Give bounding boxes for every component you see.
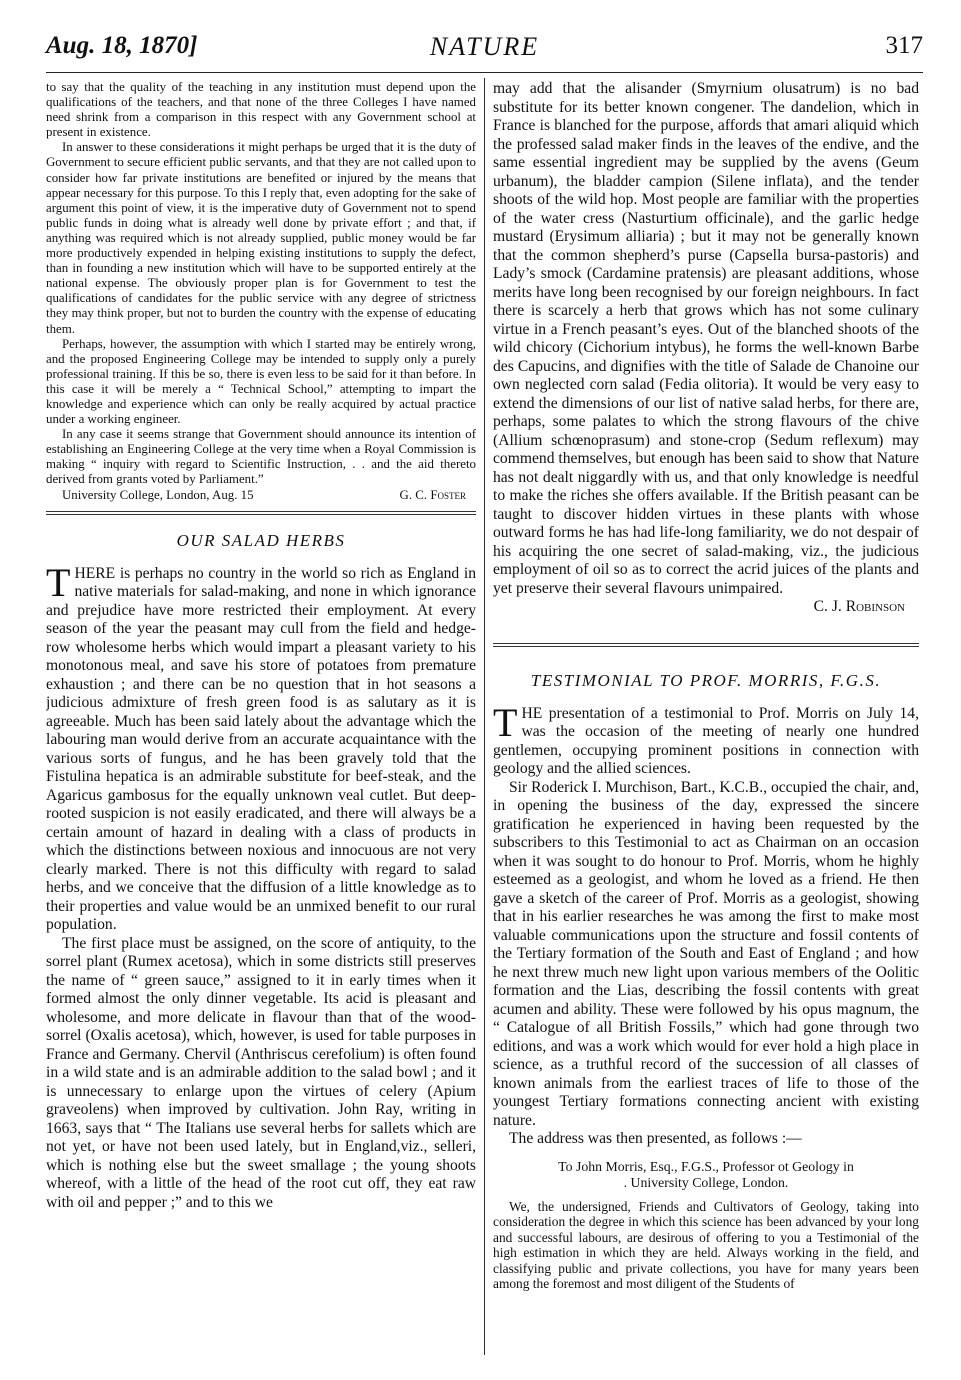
letter-paragraph: In answer to these considerations it might perhaps be urged that it is the duty of Government to secure efficient public servants, and that they are not called upon to consider how far private institutions are benefited or injured by the means that appear necessary for this purpose. To this I reply that, even adopting for the sake of argument this point of view, it is the imperative duty of Government not to spend public funds in doing what is already well done by private effort ; and that, if anything was required which is not already supplied, public money would be far more productively expended in helping existing institutions to supply the defect, than in founding a new institution which will have to be supported entirely at the national expense. The obviously proper plan is for Government to test the qualifications of candidates for the public service with any degree of strictness they may think proper, but not to burden the country with the expense of educating them. — [46, 140, 476, 336]
drop-cap: T — [493, 699, 518, 745]
article-heading: OUR SALAD HERBS — [176, 530, 346, 550]
page-number: 317 — [885, 32, 923, 59]
article-paragraph: Sir Roderick I. Murchison, Bart., K.C.B., occupied the chair, and, in opening the business of the day, expressed the sincere gratification he experienced in having been requested by the subscribers to this Testimonial to act as Chairman on an occasion when it was sought to do honour to Prof. Morris, whom he highly esteemed as a geologist, and whom he loved as a friend. He then gave a sketch of the career of Prof. Morris as a geologist, showing that in his earlier researches he was among the first to make most valuable communications upon the structure and fossil contents of the Tertiary formation of the South and East of England ; and how he next threw much new light upon various members of the Oolitic formation and the Lias, describing the fossil contents with great acumen and ability. These were followed by his opus magnum, the “ Catalogue of all British Fossils,” which had gone through two editions, and was a work which would for ever hold a high place in science, as a truthful record of the succession of all classes of known animals from the earliest traces of life to those of the youngest Tertiary formations connecting ancient with existing nature. — [493, 778, 919, 1129]
signature-name: G. C. Foster — [399, 487, 466, 502]
signature-name: C. J. Robinson — [813, 598, 905, 615]
address-paragraph: We, the undersigned, Friends and Cultivators of Geology, taking into consideration the degree in which this science has been advanced by your long and successful labours, are desirous of offering to you a Testimonial of the high estimation in which they are held. Always working in the field, and classifying public and private collections, you have for many years been among the foremost and most diligent of the Students of — [493, 1198, 919, 1292]
letter-continuation — [46, 80, 476, 503]
section-rule — [46, 511, 476, 515]
article-paragraph: may add that the alisander (Smyrnium olusatrum) is no bad substitute for its better known congener. The dandelion, which in France is blanched for the purpose, affords that amari aliquid which the professed salad maker finds in the leaves of the endive, and the same essential ingredient may be supplied by the avens (Geum urbanum), the bladder campion (Silene inflata), and the tender shoots of the wild hop. Most people are familiar with the properties of the water cress (Nasturtium officinale), and the garlic hedge mustard (Erysimum alliaria) ; but it may not be generally known that the common shepherd’s purse (Capsella bursa-pastoris) and Lady’s smock (Cardamine pratensis) are pleasant additions, whose merits have long been recognised by our foreign neighbours. In fact there is scarcely a herb that grows which has not some culinary virtue in a French peasant’s eyes. Out of the blanched shoots of the wild chicory (Cichorium intybus), he forms the well-known Barbe des Capucins, and dignifies with the title of Salade de Chanoine our own neglected corn salad (Fedia olitoria). It would be very easy to extend the dimensions of our list of native salad herbs, for there are, perhaps, some palates to which the strong flavours of the chive (Allium schœnoprasum) and stone-crop (Sedum reflexum) may commend themselves, but enough has been said to show that Nature has not dealt niggardly with us, and that only knowledge is needful to make the riches she offers available. If the British peasant can be taught to discover hidden virtues in these plants with whose outward forms he has had life-long familiarity, we do not despair of his acquiring the one secret of salad-making, viz., the judicious employment of oil so as to correct the acrid juices of the plants and yet preserve their several flavours unimpaired. — [493, 80, 919, 597]
header-rule — [46, 72, 923, 73]
salad-article — [46, 559, 476, 1213]
article-paragraph: THERE is perhaps no country in the world so rich as England in native materials for salad-making, and none in which ignorance and prejudice have more restricted their employment. At every season of the year the peasant may cull from the field and hedge-row wholesome herbs which would impart a pleasant variety to his monotonous meal, and save his store of potatoes from premature exhaustion ; and there can be no question that in hot seasons a judicious admixture of fresh green food is as salutary as it is agreeable. Much has been said lately about the advantage which the labouring man would derive from an accurate acquaintance with the various sorts of fungus, and he has been gravely told that the Fistulina hepatica is an admirable substitute for beef-steak, and the Agaricus gambosus for the equally unknown veal cutlet. But deep-rooted suspicion is not easily eradicated, and there will always be a certain amount of hazard in dealing with a class of products in which the distinctions between noxious and innocuous are not very clearly marked. There is not this difficulty with regard to salad herbs, and we conceive that the diffusion of a little knowledge as to their properties and value would be an unmixed benefit to our rural population. — [46, 559, 476, 934]
testimonial-article — [493, 699, 919, 1191]
letter-paragraph: Perhaps, however, the assumption with which I started may be entirely wrong, and the proposed Engineering College may be intended to supply only a purely professional training. If this be so, there is even less to be said for it than before. In this case it will be merely a “ Technical School,” attempting to impart the knowledge and experience which can only be really acquired by actual practice under a working engineer. — [46, 336, 476, 427]
left-column — [46, 80, 476, 1352]
letter-paragraph: to say that the quality of the teaching in any institution must depend upon the qualifications of the teachers, and that none of the three Colleges I have named need shrink from a comparison in this respect with any Government school at present in existence. — [46, 80, 476, 140]
journal-title: NATURE — [429, 32, 540, 61]
letter-paragraph: In any case it seems strange that Government should announce its intention of establishing an Engineering College at the very time when a Royal Commission is making “ inquiry with regard to Scientific Instruction, . . and the aid thereto derived from grants voted by Parliament.” — [46, 427, 476, 487]
article-signature — [493, 598, 919, 617]
signature-place: University College, London, Aug. 15 — [62, 487, 254, 502]
issue-date: Aug. 18, 1870] — [46, 32, 198, 59]
page-header — [46, 32, 923, 66]
article-paragraph: THE presentation of a testimonial to Prof. Morris on July 14, was the occasion of the meeting of nearly one hundred gentlemen, occupying prominent positions in connection with geology and the allied sciences. — [493, 699, 919, 777]
address-heading: To John Morris, Esq., F.G.S., Professor ot Geology in . University College, London. — [558, 1158, 854, 1190]
article-paragraph: The address was then presented, as follows :— — [509, 1130, 802, 1147]
salad-article-continued — [493, 80, 919, 617]
address-text — [493, 1199, 919, 1293]
letter-signature — [46, 488, 476, 503]
article-paragraph: The first place must be assigned, on the score of antiquity, to the sorrel plant (Rumex acetosa), which in some districts still preserves the name of “ green sauce,” assigned to it in early times when it formed almost the only dinner vegetable. Its acid is pleasant and wholesome, and more delicate in flavour than that of the wood-sorrel (Oxalis acetosa), which, however, is used for table purposes in France and Germany. Chervil (Anthriscus cerefolium) is often found in a wild state and is an admirable addition to the salad bowl ; and it is unnecessary to enlarge upon the virtues of celery (Apium graveolens) when improved by cultivation. John Ray, writing in 1663, says that “ The Italians use several herbs for sallets which are not yet, or have not been used lately, but in England,viz., selleri, which is nothing else but the sweet smallage ; the young shoots whereof, with a little of the head of the root cut off, they eat raw with oil and pepper ;” and to this we — [46, 934, 476, 1211]
column-divider — [484, 78, 485, 1355]
article-heading: TESTIMONIAL TO PROF. MORRIS, F.G.S. — [530, 670, 882, 690]
drop-cap: T — [46, 559, 71, 605]
right-column — [493, 80, 919, 1352]
section-rule — [493, 643, 919, 647]
